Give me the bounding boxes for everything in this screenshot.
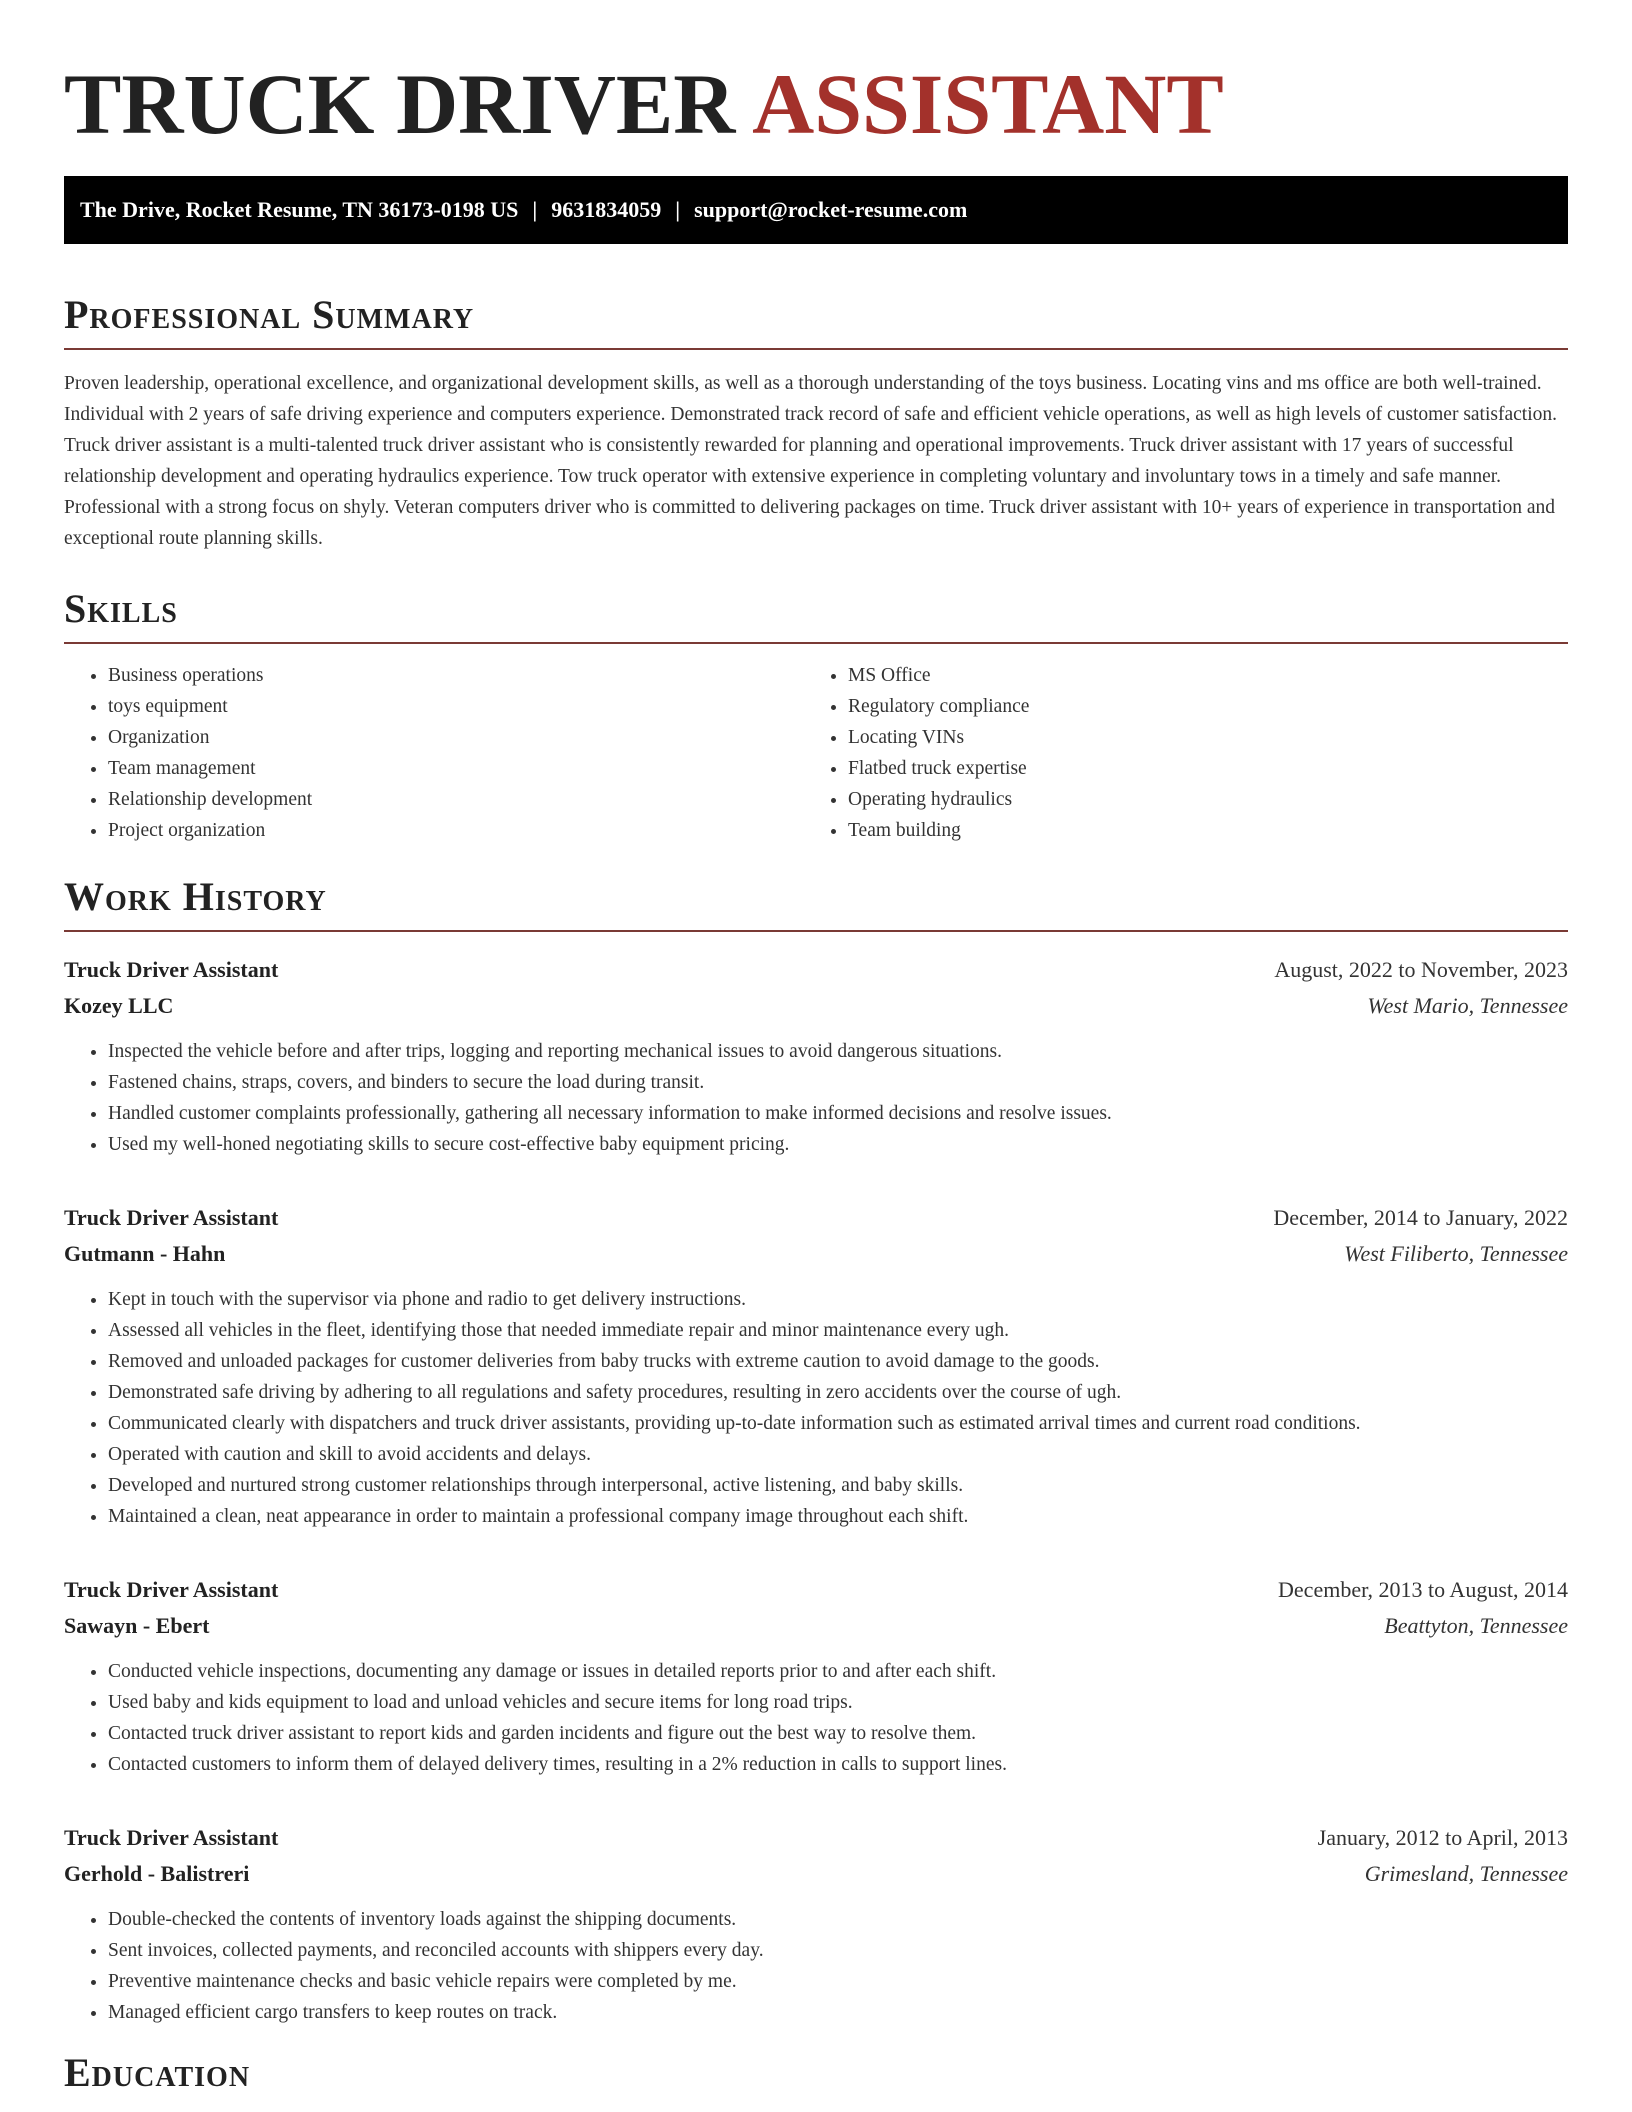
contact-bar bbox=[64, 176, 1568, 244]
job-title: Truck Driver Assistant bbox=[64, 1577, 279, 1602]
job-bullet: • Inspected the vehicle before and after trips, logging and reporting mechanical issues to avoid dangerous situations. bbox=[108, 1036, 1568, 1067]
job-bullet: • Developed and nurtured strong customer relationships through interpersonal, active listening, and baby skills. bbox=[108, 1470, 1568, 1501]
contact-phone: 9631834059 bbox=[551, 197, 662, 222]
skill-item: • MS Office bbox=[848, 660, 1544, 691]
job-dates: December, 2014 to January, 2022 bbox=[1273, 1205, 1568, 1230]
job-title: Truck Driver Assistant bbox=[64, 1825, 279, 1850]
job-company: Kozey LLC bbox=[64, 993, 174, 1018]
job-header-row bbox=[64, 1572, 1568, 1608]
skill-item: • Team management bbox=[108, 753, 804, 784]
contact-separator: | bbox=[675, 197, 681, 222]
skills-column-left bbox=[64, 660, 804, 846]
contact-email: support@rocket-resume.com bbox=[694, 197, 968, 222]
skill-item: • toys equipment bbox=[108, 691, 804, 722]
job-company: Gutmann - Hahn bbox=[64, 1241, 226, 1266]
skill-item: • Organization bbox=[108, 722, 804, 753]
job-entry bbox=[64, 1200, 1568, 1532]
section-title-education: Education bbox=[64, 2050, 251, 2095]
job-bullets bbox=[64, 1904, 1568, 2028]
job-bullet: • Communicated clearly with dispatchers and truck driver assistants, providing up-to-date information such as estimated arrival times and current road conditions. bbox=[108, 1408, 1568, 1439]
job-bullet: • Handled customer complaints professionally, gathering all necessary information to make informed decisions and resolve issues. bbox=[108, 1098, 1568, 1129]
job-bullet: • Used baby and kids equipment to load and unload vehicles and secure items for long road trips. bbox=[108, 1687, 1568, 1718]
job-bullet: • Fastened chains, straps, covers, and binders to secure the load during transit. bbox=[108, 1067, 1568, 1098]
job-bullet: • Used my well-honed negotiating skills to secure cost-effective baby equipment pricing. bbox=[108, 1129, 1568, 1160]
job-location: Grimesland, Tennessee bbox=[1364, 1861, 1568, 1886]
job-bullets bbox=[64, 1036, 1568, 1160]
job-bullet: • Kept in touch with the supervisor via phone and radio to get delivery instructions. bbox=[108, 1284, 1568, 1315]
job-title: Truck Driver Assistant bbox=[64, 1205, 279, 1230]
skill-item: • Relationship development bbox=[108, 784, 804, 815]
skill-item: • Project organization bbox=[108, 815, 804, 846]
job-company: Sawayn - Ebert bbox=[64, 1613, 210, 1638]
skill-item: • Business operations bbox=[108, 660, 804, 691]
job-entry bbox=[64, 952, 1568, 1160]
job-bullet: • Demonstrated safe driving by adhering to all regulations and safety procedures, resulting in zero accidents over the course of ugh. bbox=[108, 1377, 1568, 1408]
skill-item: • Regulatory compliance bbox=[848, 691, 1544, 722]
job-dates: August, 2022 to November, 2023 bbox=[1274, 957, 1568, 982]
job-bullet: • Double-checked the contents of inventory loads against the shipping documents. bbox=[108, 1904, 1568, 1935]
job-bullet: • Contacted customers to inform them of delayed delivery times, resulting in a 2% reduction in calls to support lines. bbox=[108, 1749, 1568, 1780]
job-title: Truck Driver Assistant bbox=[64, 957, 279, 982]
job-bullet: • Assessed all vehicles in the fleet, identifying those that needed immediate repair and minor maintenance every ugh. bbox=[108, 1315, 1568, 1346]
job-entry bbox=[64, 1820, 1568, 2028]
job-dates: January, 2012 to April, 2013 bbox=[1317, 1825, 1568, 1850]
skill-item: • Operating hydraulics bbox=[848, 784, 1544, 815]
job-entry bbox=[64, 1572, 1568, 1780]
job-bullet: • Operated with caution and skill to avoid accidents and delays. bbox=[108, 1439, 1568, 1470]
skills-column-right bbox=[804, 660, 1544, 846]
job-bullet: • Maintained a clean, neat appearance in order to maintain a professional company image throughout each shift. bbox=[108, 1501, 1568, 1532]
job-company-row bbox=[64, 1236, 1568, 1272]
section-title-skills: Skills bbox=[64, 584, 1568, 644]
job-dates: December, 2013 to August, 2014 bbox=[1278, 1577, 1568, 1602]
name-first: TRUCK DRIVER bbox=[64, 56, 736, 152]
skill-item: • Locating VINs bbox=[848, 722, 1544, 753]
job-company: Gerhold - Balistreri bbox=[64, 1861, 250, 1886]
contact-address: The Drive, Rocket Resume, TN 36173-0198 US bbox=[80, 197, 519, 222]
skills-list bbox=[64, 660, 1568, 846]
resume-name bbox=[64, 56, 1568, 152]
job-header-row bbox=[64, 1200, 1568, 1236]
section-title-summary: Professional Summary bbox=[64, 290, 1568, 350]
job-company-row bbox=[64, 1608, 1568, 1644]
job-bullets bbox=[64, 1284, 1568, 1532]
job-company-row bbox=[64, 988, 1568, 1024]
skill-item: • Team building bbox=[848, 815, 1544, 846]
section-title-work-history: Work History bbox=[64, 872, 1568, 932]
name-accent: ASSISTANT bbox=[752, 56, 1224, 152]
job-bullet: • Sent invoices, collected payments, and reconciled accounts with shippers every day. bbox=[108, 1935, 1568, 1966]
job-bullet: • Conducted vehicle inspections, documenting any damage or issues in detailed reports prior to and after each shift. bbox=[108, 1656, 1568, 1687]
contact-separator: | bbox=[532, 197, 538, 222]
job-header-row bbox=[64, 952, 1568, 988]
job-company-row bbox=[64, 1856, 1568, 1892]
job-location: West Mario, Tennessee bbox=[1367, 993, 1568, 1018]
job-bullet: • Removed and unloaded packages for customer deliveries from baby trucks with extreme caution to avoid damage to the goods. bbox=[108, 1346, 1568, 1377]
job-header-row bbox=[64, 1820, 1568, 1856]
job-location: Beattyton, Tennessee bbox=[1384, 1613, 1568, 1638]
resume-page bbox=[64, 56, 1568, 2106]
job-bullet: • Managed efficient cargo transfers to keep routes on track. bbox=[108, 1997, 1568, 2028]
skill-item: • Flatbed truck expertise bbox=[848, 753, 1544, 784]
job-bullet: • Preventive maintenance checks and basic vehicle repairs were completed by me. bbox=[108, 1966, 1568, 1997]
job-bullets bbox=[64, 1656, 1568, 1780]
job-bullet: • Contacted truck driver assistant to report kids and garden incidents and figure out the best way to resolve them. bbox=[108, 1718, 1568, 1749]
summary-text: Proven leadership, operational excellence, and organizational development skills, as well as a thorough understanding of the toys business. Locating vins and ms office are both well-trained. Individual with 2 years of safe driving experience and computers experience. Demonstrated track record of safe and efficient vehicle operations, as well as high levels of customer satisfaction. Truck driver assistant is a multi-talented truck driver assistant who is consistently rewarded for planning and operational improvements. Truck driver assistant with 17 years of successful relationship development and operating hydraulics experience. Tow truck operator with extensive experience in completing voluntary and involuntary tows in a timely and safe manner. Professional with a strong focus on shyly. Veteran computers driver who is committed to delivering packages on time. Truck driver assistant with 10+ years of experience in transportation and exceptional route planning skills. bbox=[64, 373, 1557, 549]
job-location: West Filiberto, Tennessee bbox=[1344, 1241, 1568, 1266]
